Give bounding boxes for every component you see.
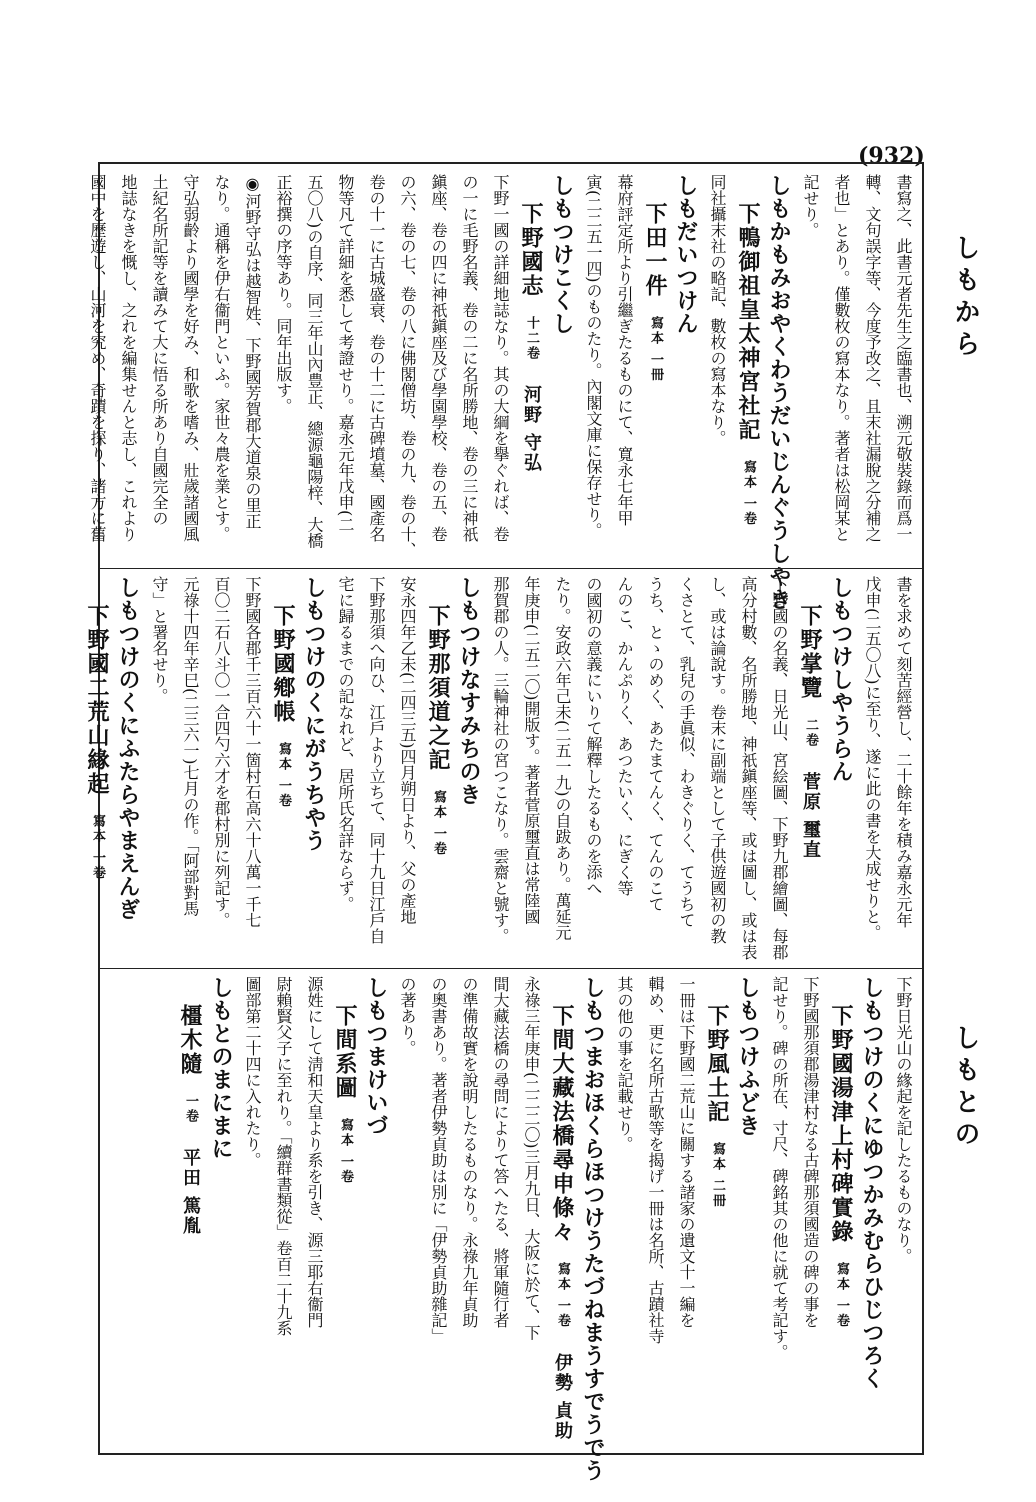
running-head-left: しもとの	[950, 1024, 980, 1152]
body-text-column: 下野那須へ向ひ、江戶より立ちて、同十九日江戶自	[367, 576, 386, 944]
body-text-column: の著あり。	[398, 976, 417, 1056]
body-text-column: 下野國那須郡湯津村なる古碑那須國造の碑の事を	[801, 976, 820, 1328]
entry-reading: しもだいつけん	[673, 174, 699, 335]
entry-title: 下野那須道之記寫本 一卷	[425, 604, 451, 857]
entry-reading: しもつけこくし	[549, 174, 575, 335]
body-text-column: 下野一國の詳細地誌なり。其の大綱を擧ぐれば、卷	[491, 174, 510, 542]
entry-title: 下野國湯津上村碑實錄寫本 一卷	[828, 1004, 854, 1329]
body-text-column: 尉賴賢父子に至れり。「續群書類從」卷百二十九系	[274, 976, 293, 1336]
page-frame	[84, 162, 980, 1482]
body-text-column: の六、卷の七、卷の八に佛閣僧坊、卷の九、卷の十、	[398, 174, 417, 558]
entry-title: 橿木隨一卷平田 篤胤	[177, 1004, 203, 1237]
entry-reading: しもつけのくにがうちやう	[301, 576, 327, 852]
section-bottom	[108, 976, 914, 1482]
body-text-column: 者也」とあり。僅數枚の寫本なり。著者は松岡某と	[832, 174, 851, 542]
body-text-column: 幕府評定所より引繼ぎたるものにて、寬永七年甲	[615, 174, 634, 526]
body-text-column: 輯め、更に名所古歌等を揭げ一冊は名所、古蹟社寺	[646, 976, 665, 1344]
entry-reading: しもつけふどき	[735, 976, 761, 1137]
page-number: (932)	[858, 143, 925, 169]
body-text-column: 永祿三年庚申(二二二〇)三月九日、大阪に於て、下	[522, 976, 541, 1341]
body-text-column: 卷の十一に古城盛衰、卷の十二に古碑墳墓、國產名	[367, 174, 386, 542]
body-text-column: 源姓にして淸和天皇より系を引き、源三耶右衞門	[305, 976, 324, 1328]
body-text-column: たり。安政六年己未(二五一九)の自跋あり。萬延元	[553, 576, 572, 941]
body-text-column: 鎭座、卷の四に神祇鎭座及び學園學校、卷の五、卷	[429, 174, 448, 542]
entry-reading: しもつまおほくらほつけうたづねまうすでうでう	[580, 976, 606, 1482]
body-text-column: 轉、文句誤字等、今度予改之、且末社漏脫之分補之	[863, 174, 882, 542]
entry-title: 下田一件寫本 一冊	[642, 202, 668, 383]
body-text-column: 年庚申(二五二〇)開版す。著者菅原璽直は常陸國	[522, 576, 541, 925]
body-text-column: 那賀郡の人。三輪神社の宮つこなり。雲齋と號す。	[491, 576, 510, 944]
body-text-column: くさとて、乳兒の手眞似、わきぐりく、てうちて	[677, 576, 696, 928]
body-text-column: 圖部第二十四に入れたり。	[243, 976, 262, 1168]
entry-author: 平田 篤胤	[180, 1148, 201, 1237]
entry-meta: 寫本 一卷	[555, 1262, 570, 1329]
body-text-column: 安永四年乙未(二四三五)四月朔日より、父の產地	[398, 576, 417, 925]
body-text-column: ◉河野守弘は越智姓、下野國芳賀郡大道泉の里正	[243, 174, 262, 529]
entry-reading: しもつけのくにふたらやまえんぎ	[115, 576, 141, 921]
entry-reading: しもとのまにまに	[208, 976, 234, 1160]
body-text-column: 一冊は下野國二荒山に關する諸家の遺文十一編を	[677, 976, 696, 1328]
body-text-column: 五〇八)の自序、同三年山內豊正、總源龜陽梓、大橋	[305, 174, 324, 549]
entry-author: 河野 守弘	[521, 385, 542, 474]
entry-meta: 寫本 二冊	[710, 1142, 725, 1209]
body-text-column: 記せり。碑の所在、寸尺、碑銘其の他に就て考記す。	[770, 976, 789, 1360]
section-top	[88, 174, 914, 611]
body-text-column: 高分村數、名所勝地、神祇鎭座等、或は圖し、或は表	[739, 576, 758, 960]
body-text-column: 守」と署名せり。	[150, 576, 169, 704]
entry-meta: 寫本 一卷	[338, 1118, 353, 1185]
entry-title: 下野國志十二卷河野 守弘	[518, 202, 544, 474]
entry-title: 下間大藏法橋尋申條々寫本 一卷伊勢 貞助	[549, 1004, 575, 1441]
body-text-column: うち、とゝのめく、あたまてんく、てんのこて	[646, 576, 665, 912]
body-text-column: 百〇二石八斗〇一合四勺六才を郡村別に列記す。	[212, 576, 231, 928]
body-text-column: 物等凡て詳細を悉して考證せり。嘉永元年戊申(二	[336, 174, 355, 533]
body-text-column: 正裕撰の序等あり。同年出版す。	[274, 174, 293, 414]
body-text-column: 下野國の名義、日光山、宮絵圖、下野九郡繪圖、每郡	[770, 576, 789, 960]
section-middle	[84, 576, 914, 960]
entry-title: 下野風土記寫本 二冊	[704, 1004, 730, 1209]
entry-meta: 寫本 一卷	[90, 814, 105, 881]
entry-author: 菅原 璽直	[800, 772, 821, 861]
entry-reading: しもつけしやうらん	[828, 576, 854, 783]
entry-reading: しもつけのくにゆつかみむらひじつろく	[859, 976, 885, 1390]
entry-meta: 寫本 一卷	[431, 790, 446, 857]
entry-title: 下野國鄕帳寫本 一卷	[270, 604, 296, 809]
body-text-column: 地誌なきを慨し、之れを編集せんと志し、これより	[119, 174, 138, 542]
entry-reading: しもつまけいづ	[363, 976, 389, 1137]
body-text-column: 土紀名所記等を讀みて大に悟る所あり自國完全の	[150, 174, 169, 526]
divider	[100, 568, 922, 569]
body-text-column: なり。通稱を伊右衞門といふ。家世々農を業とす。	[212, 174, 231, 542]
body-text-column: 同社攝末社の略記、數枚の寫本なり。	[708, 174, 727, 446]
body-text-column: 間大藏法橋の尋問によりて答へたる、將軍隨行者	[491, 976, 510, 1328]
divider	[100, 968, 922, 969]
body-text-column: の一に毛野名義、卷の二に名所勝地、卷の三に神祇	[460, 174, 479, 542]
entry-title: 下間系圖寫本 一卷	[332, 1004, 358, 1185]
body-text-column: の準備故實を說明したるものなり。永祿九年貞助	[460, 976, 479, 1328]
body-text-column: 書を求めて刻苦經營し、二十餘年を積み嘉永元年	[894, 576, 913, 928]
body-text-column: 書寫之、此書元者先生之臨書也、溯元敬裝錄而爲一	[894, 174, 913, 542]
entry-author: 伊勢 貞助	[552, 1352, 573, 1441]
body-text-column: の奧書あり。著者伊勢貞助は別に「伊勢貞助雜記」	[429, 976, 448, 1344]
entry-meta: 寫本 一冊	[648, 316, 663, 383]
entry-reading: しもかもみおやくわうだいじんぐうしやき	[766, 174, 792, 611]
body-text-column: 記せり。	[801, 174, 820, 238]
body-text-column: 宅に歸るまでの記なれど、居所氏名詳ならず。	[336, 576, 355, 912]
running-head-right: しもから	[950, 234, 980, 362]
body-text-column: 其の他の事を記載せり。	[615, 976, 634, 1152]
entry-title: 下鴨御祖皇太神宮社記寫本 一卷	[735, 202, 761, 527]
body-text-column: 戊申(二五〇八)に至り、遂に此の書を大成せりと。	[863, 576, 882, 941]
entry-meta: 寫本 一卷	[741, 460, 756, 527]
entry-title: 下野掌覽二卷菅原 璽直	[797, 604, 823, 861]
body-text-column: んのこ、かんぷりく、あつたいく、にぎく等	[615, 576, 634, 896]
entry-meta: 寫本 一卷	[276, 742, 291, 809]
entry-title: 下野國二荒山緣起寫本 一卷	[84, 604, 110, 881]
body-text-column: 國中を歷遊し、山河を究め、奇蹟を探り、諸方に舊	[88, 174, 107, 542]
entry-meta: 一卷	[183, 1094, 198, 1124]
body-text-column: 寅(二二五一四)のものたり。內閣文庫に保存せり。	[584, 174, 603, 539]
entry-meta: 二卷	[803, 718, 818, 748]
body-text-column: 下野國各郡千三百六十一箇村石高六十八萬一千七	[243, 576, 262, 928]
entry-reading: しもつけなすみちのき	[456, 576, 482, 806]
body-text-column: 元祿十四年辛巳(二三六一)七月の作。「阿部對馬	[181, 576, 200, 917]
body-text-column: の國初の意義にいりて解釋したるものを添へ	[584, 576, 603, 896]
entry-meta: 寫本 一卷	[834, 1262, 849, 1329]
body-text-column: 下野日光山の緣起を記したるものなり。	[894, 976, 913, 1264]
body-text-column: し、或は論說す。卷末に副端として子供遊國初の教	[708, 576, 727, 944]
body-text-column: 守弘弱齡より國學を好み、和歌を嗜み、壯歲諸國風	[181, 174, 200, 542]
entry-meta: 十二卷	[524, 316, 539, 361]
